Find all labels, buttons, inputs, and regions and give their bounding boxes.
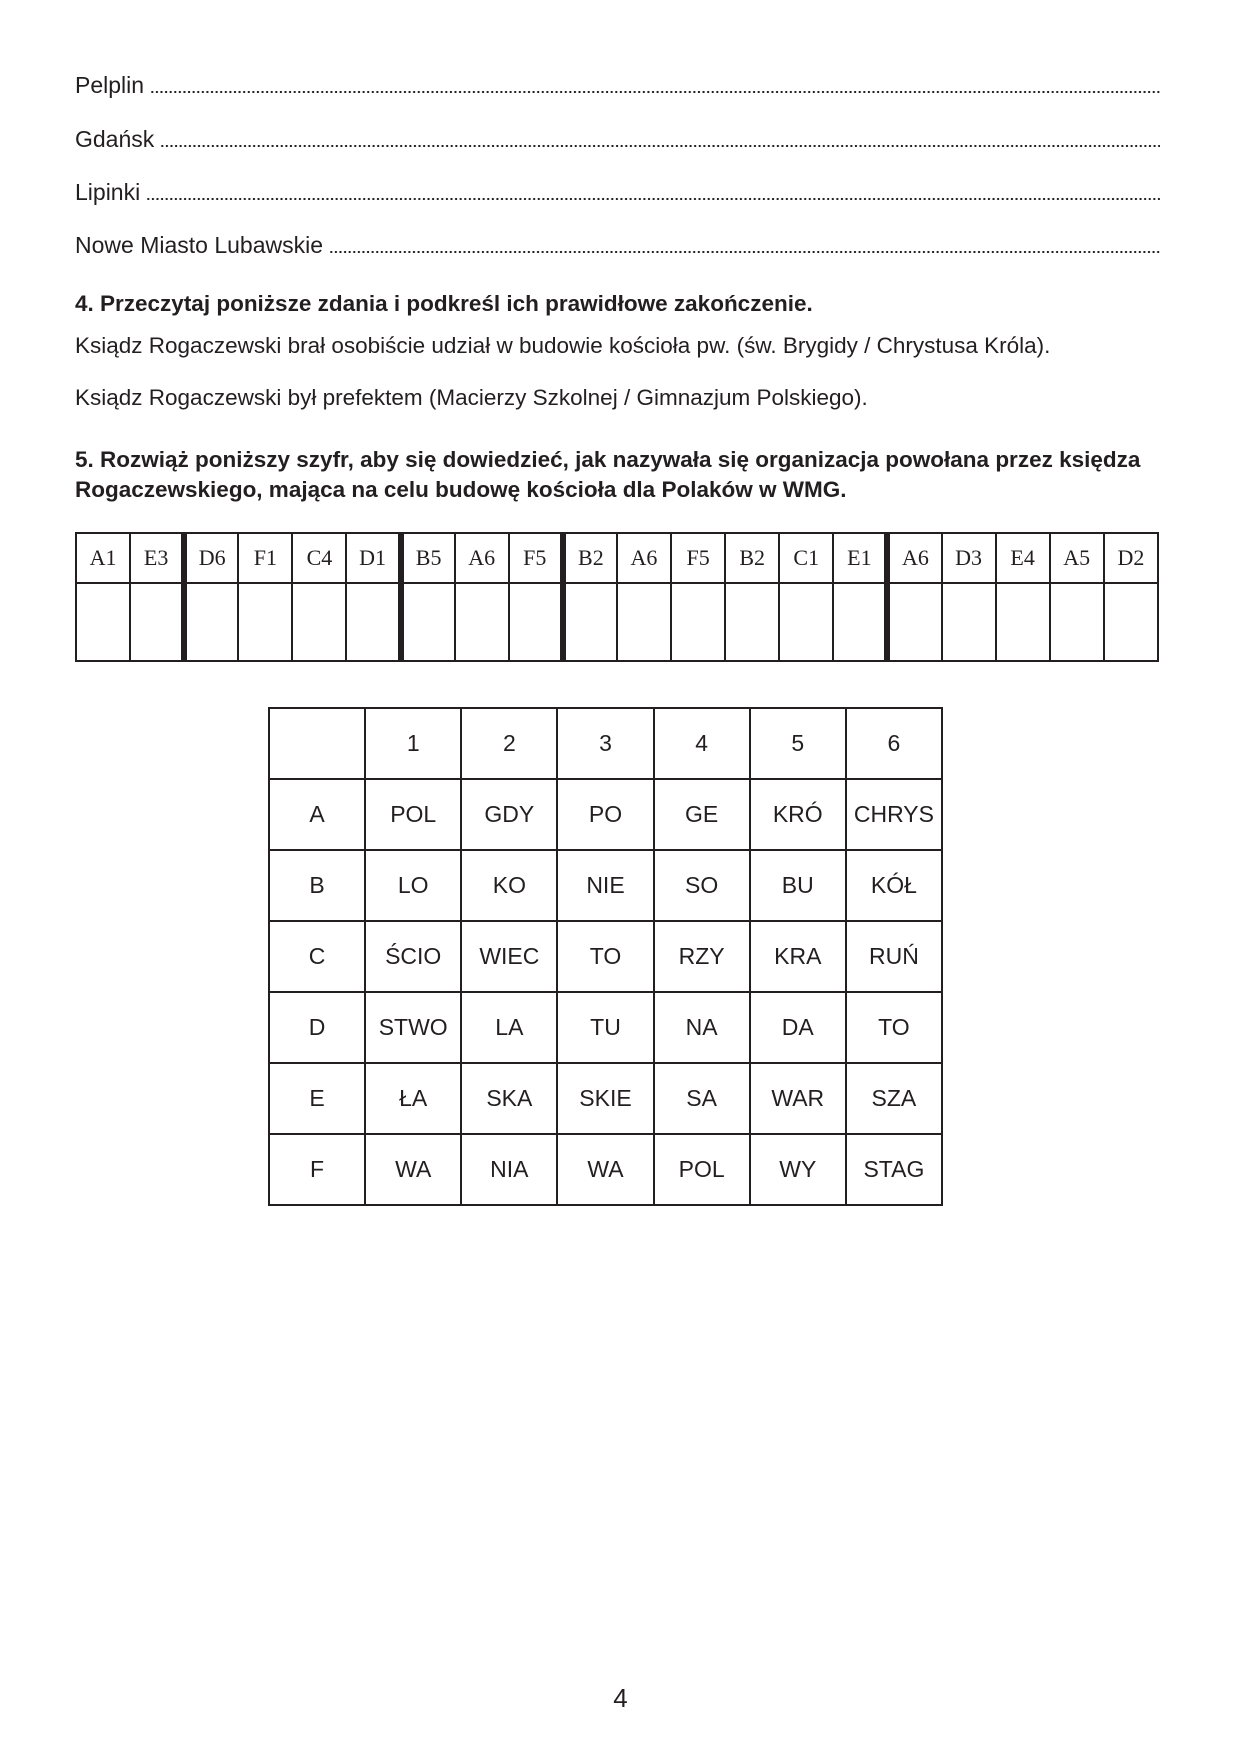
task-4-sentence-1[interactable]: Ksiądz Rogaczewski brał osobiście udział w budowie kościoła pw. (św. Brygidy / Chrystusa Króla). [75, 333, 1051, 358]
cipher-code: B5 [401, 533, 455, 583]
answer-cell[interactable] [617, 583, 671, 661]
answer-cell[interactable] [292, 583, 346, 661]
fill-line-nowe-miasto [75, 230, 1160, 260]
answer-cell[interactable] [1104, 583, 1158, 661]
cipher-answers-row [76, 583, 1158, 661]
key-cell: ŁA [365, 1063, 461, 1134]
answer-cell[interactable] [671, 583, 725, 661]
key-row-label: C [269, 921, 365, 992]
answer-cell[interactable] [1050, 583, 1104, 661]
answer-cell[interactable] [401, 583, 455, 661]
key-cell: PO [557, 779, 653, 850]
key-cell: LO [365, 850, 461, 921]
cipher-key-grid [268, 707, 943, 1206]
key-cell: TO [846, 992, 942, 1063]
key-row-label: E [269, 1063, 365, 1134]
cipher-code: D2 [1104, 533, 1158, 583]
key-row-f [269, 1134, 942, 1205]
key-cell: NIA [461, 1134, 557, 1205]
answer-line[interactable] [146, 198, 1160, 200]
cipher-code: F5 [671, 533, 725, 583]
key-cell: LA [461, 992, 557, 1063]
answer-cell[interactable] [942, 583, 996, 661]
fill-line-lipinki [75, 177, 1160, 207]
key-column-header: 3 [557, 708, 653, 779]
key-cell: POL [654, 1134, 750, 1205]
key-cell: STAG [846, 1134, 942, 1205]
key-row-d [269, 992, 942, 1063]
cipher-code: A1 [76, 533, 130, 583]
cipher-code: B2 [725, 533, 779, 583]
page-number: 4 [613, 1683, 628, 1713]
answer-cell[interactable] [725, 583, 779, 661]
key-cell: TU [557, 992, 653, 1063]
task-5-title-line-2: Rogaczewskiego, mająca na celu budowę kościoła dla Polaków w WMG. [75, 477, 847, 502]
cipher-code: E4 [996, 533, 1050, 583]
answer-cell[interactable] [887, 583, 941, 661]
key-cell: SO [654, 850, 750, 921]
key-corner-cell [269, 708, 365, 779]
cipher-code: C1 [779, 533, 833, 583]
key-cell: KRÓ [750, 779, 846, 850]
key-cell: GDY [461, 779, 557, 850]
place-label: Nowe Miasto Lubawskie [75, 232, 324, 258]
answer-cell[interactable] [130, 583, 184, 661]
place-label: Gdańsk [75, 126, 155, 152]
key-cell: WY [750, 1134, 846, 1205]
cipher-code: D3 [942, 533, 996, 583]
place-label: Pelplin [75, 72, 145, 98]
fill-line-pelplin [75, 70, 1160, 100]
cipher-table [75, 532, 1159, 662]
cipher-code: A6 [887, 533, 941, 583]
cipher-code: A5 [1050, 533, 1104, 583]
key-cell: BU [750, 850, 846, 921]
answer-cell[interactable] [509, 583, 563, 661]
key-header-row [269, 708, 942, 779]
key-cell: WA [365, 1134, 461, 1205]
answer-cell[interactable] [346, 583, 400, 661]
key-cell: WIEC [461, 921, 557, 992]
key-column-header: 6 [846, 708, 942, 779]
cipher-code: B2 [563, 533, 617, 583]
answer-cell[interactable] [563, 583, 617, 661]
cipher-code: C4 [292, 533, 346, 583]
key-row-label: F [269, 1134, 365, 1205]
key-cell: NA [654, 992, 750, 1063]
task-5-title-line-1: 5. Rozwiąż poniższy szyfr, aby się dowiedzieć, jak nazywała się organizacja powołana przez księdza [75, 447, 1141, 472]
answer-cell[interactable] [455, 583, 509, 661]
key-cell: STWO [365, 992, 461, 1063]
key-row-label: B [269, 850, 365, 921]
key-column-header: 2 [461, 708, 557, 779]
cipher-code: F1 [238, 533, 292, 583]
key-cell: ŚCIO [365, 921, 461, 992]
cipher-codes-row [76, 533, 1158, 583]
cipher-code: D1 [346, 533, 400, 583]
key-row-e [269, 1063, 942, 1134]
key-cell: KO [461, 850, 557, 921]
key-row-b [269, 850, 942, 921]
place-label: Lipinki [75, 179, 141, 205]
answer-cell[interactable] [238, 583, 292, 661]
key-column-header: 4 [654, 708, 750, 779]
key-cell: SKA [461, 1063, 557, 1134]
answer-cell[interactable] [996, 583, 1050, 661]
key-cell: DA [750, 992, 846, 1063]
answer-cell[interactable] [779, 583, 833, 661]
key-cell: WAR [750, 1063, 846, 1134]
key-cell: GE [654, 779, 750, 850]
key-cell: RZY [654, 921, 750, 992]
cipher-code: E3 [130, 533, 184, 583]
cipher-code: A6 [617, 533, 671, 583]
key-cell: TO [557, 921, 653, 992]
cipher-code: F5 [509, 533, 563, 583]
key-cell: SA [654, 1063, 750, 1134]
key-cell: RUŃ [846, 921, 942, 992]
cipher-code: D6 [184, 533, 238, 583]
key-column-header: 1 [365, 708, 461, 779]
key-cell: NIE [557, 850, 653, 921]
key-row-a [269, 779, 942, 850]
answer-cell[interactable] [76, 583, 130, 661]
cipher-code: E1 [833, 533, 887, 583]
answer-cell[interactable] [184, 583, 238, 661]
key-row-label: D [269, 992, 365, 1063]
key-cell: CHRYS [846, 779, 942, 850]
task-4-title: 4. Przeczytaj poniższe zdania i podkreśl ich prawidłowe zakończenie. [75, 291, 813, 316]
fill-line-gdansk [75, 124, 1160, 154]
key-cell: SZA [846, 1063, 942, 1134]
answer-line[interactable] [150, 91, 1160, 93]
key-cell: KÓŁ [846, 850, 942, 921]
key-cell: KRA [750, 921, 846, 992]
key-cell: WA [557, 1134, 653, 1205]
task-4-sentence-2[interactable]: Ksiądz Rogaczewski był prefektem (Macierzy Szkolnej / Gimnazjum Polskiego). [75, 385, 868, 410]
key-cell: SKIE [557, 1063, 653, 1134]
answer-line[interactable] [329, 251, 1160, 253]
key-column-header: 5 [750, 708, 846, 779]
key-row-label: A [269, 779, 365, 850]
answer-line[interactable] [160, 145, 1160, 147]
cipher-code: A6 [455, 533, 509, 583]
answer-cell[interactable] [833, 583, 887, 661]
key-cell: POL [365, 779, 461, 850]
key-row-c [269, 921, 942, 992]
